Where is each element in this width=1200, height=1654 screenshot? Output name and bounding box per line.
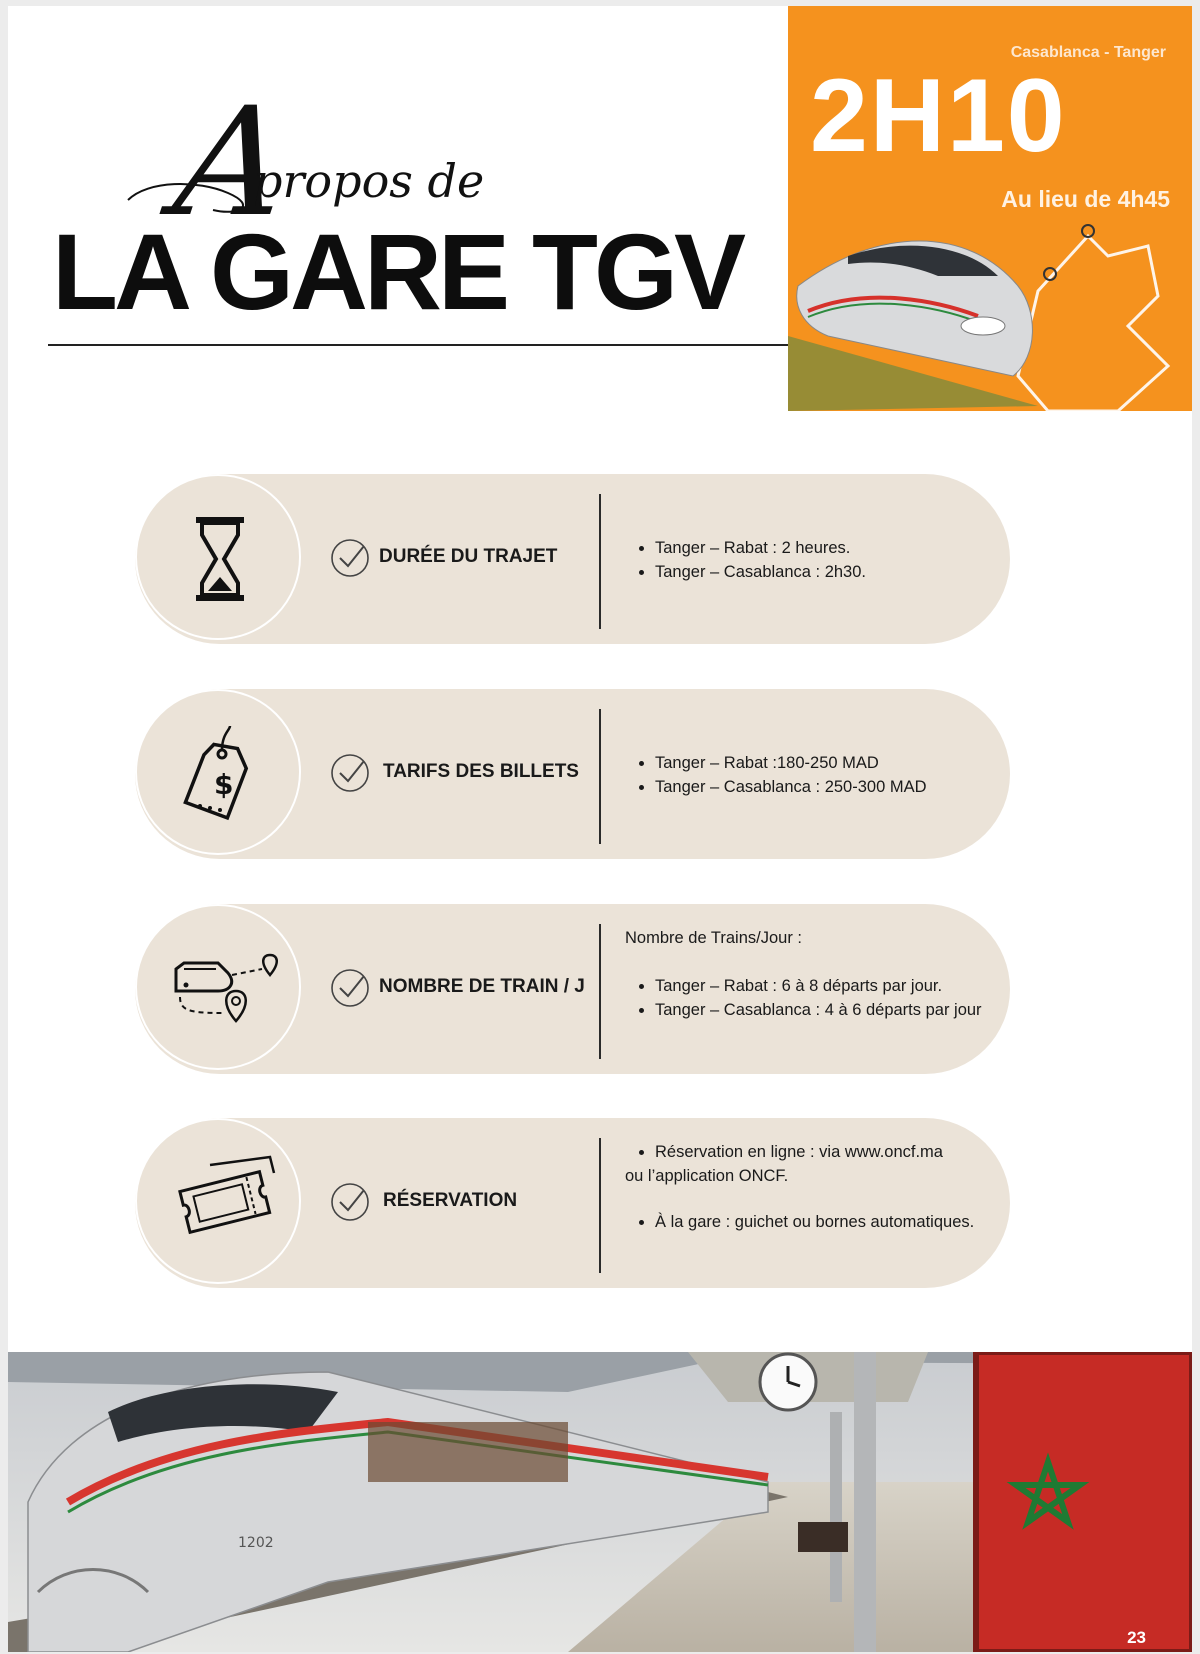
icon-circle <box>135 689 301 855</box>
hourglass-icon <box>170 509 270 609</box>
title-underline <box>48 344 798 346</box>
row-label: DURÉE DU TRAJET <box>379 546 558 567</box>
promo-banner <box>788 6 1192 411</box>
promo-route: Casablanca - Tanger <box>1010 44 1166 61</box>
list-item: • Tanger – Casablanca : 2h30. <box>655 560 985 584</box>
script-letter-a: A <box>165 76 299 250</box>
row-divider <box>599 1138 601 1273</box>
script-propos-de: propos de <box>253 154 485 208</box>
train-station-illustration <box>8 1352 1192 1652</box>
price-tag-icon <box>170 724 270 824</box>
svg-text:$: $ <box>214 768 234 801</box>
promo-train-map-image <box>788 216 1192 411</box>
icon-circle <box>135 474 301 640</box>
checkmark-icon <box>330 1182 370 1222</box>
train-route-icon <box>170 939 280 1039</box>
row-divider <box>599 494 601 629</box>
row-intro: Nombre de Trains/Jour : <box>625 929 802 947</box>
info-row-prices <box>135 689 1010 859</box>
list-item: • Réservation en ligne : via www.oncf.ma <box>655 1140 985 1164</box>
row-divider <box>599 924 601 1059</box>
list-item-continuation: ou l’application ONCF. <box>625 1167 789 1185</box>
row-content <box>625 926 985 1022</box>
list-item: • À la gare : guichet ou bornes automatiques. <box>655 1210 985 1234</box>
info-row-duration <box>135 474 1010 644</box>
page-number: 23 <box>1127 1628 1146 1647</box>
icon-circle <box>135 904 301 1070</box>
page-title: LA GARE TGV <box>52 211 743 332</box>
promo-subtitle: Au lieu de 4h45 <box>1001 186 1170 212</box>
ticket-icon <box>170 1153 280 1253</box>
list-item: • Tanger – Rabat : 2 heures. <box>655 536 985 560</box>
page <box>8 6 1192 1652</box>
icon-circle <box>135 1118 301 1284</box>
train-number: 1202 <box>238 1535 274 1551</box>
checkmark-icon <box>330 753 370 793</box>
checkmark-icon <box>330 968 370 1008</box>
checkmark-icon <box>330 538 370 578</box>
row-content <box>625 751 985 799</box>
row-content <box>625 536 985 584</box>
row-label: NOMBRE DE TRAIN / J <box>379 976 585 997</box>
list-item: • Tanger – Casablanca : 250-300 MAD <box>655 775 985 799</box>
row-divider <box>599 709 601 844</box>
list-item: • Tanger – Casablanca : 4 à 6 départs par jour <box>655 998 985 1022</box>
row-label: TARIFS DES BILLETS <box>383 761 579 782</box>
info-row-reservation <box>135 1118 1010 1288</box>
train-station-photo <box>8 1352 1192 1652</box>
promo-duration: 2H10 <box>810 58 1067 174</box>
info-row-trains-per-day <box>135 904 1010 1074</box>
row-content <box>625 1140 985 1234</box>
row-label: RÉSERVATION <box>383 1190 518 1211</box>
list-item: • Tanger – Rabat :180-250 MAD <box>655 751 985 775</box>
list-item: • Tanger – Rabat : 6 à 8 départs par jour. <box>655 974 985 998</box>
